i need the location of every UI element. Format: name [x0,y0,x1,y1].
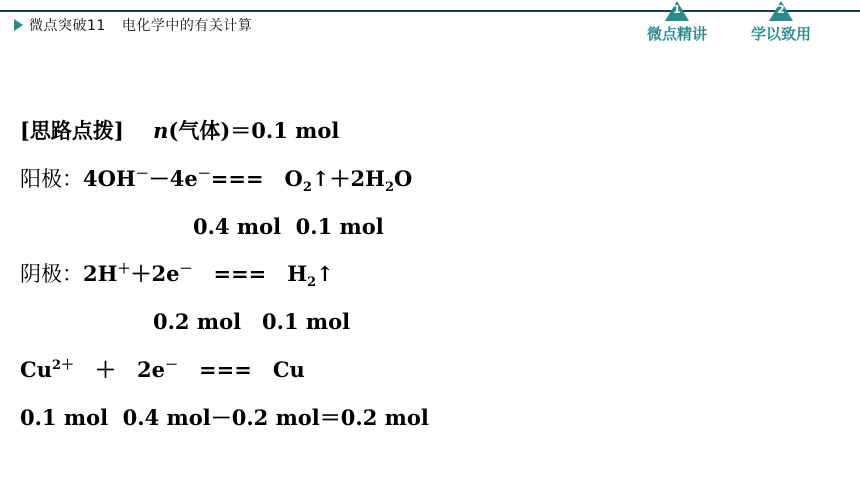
eq-sub: 2 [302,180,312,196]
eq-part: 4OH [83,166,136,191]
nav-item-2[interactable] [751,0,811,44]
breadcrumb [14,14,268,36]
eq-sup: － [165,358,179,373]
eq-part: ↑ [316,261,334,286]
eq-part: === Cu [178,357,305,382]
eq-part: －4e [148,166,198,191]
anode-amounts: 0.4 mol 0.1 mol [193,214,384,239]
final-calculation: 0.1 mol 0.4 mol－0.2 mol＝0.2 mol [20,405,429,430]
cathode-label: 阴极： [20,262,83,286]
eq-part: ↑＋2H [311,166,385,191]
eq-sup: － [197,167,211,182]
badge-number: 2 [777,3,785,16]
eq-part: 2H [83,261,118,286]
eq-sup: － [135,167,149,182]
eq-part: === O [210,166,303,191]
cathode-equation [20,261,334,291]
eq-part: ＋ 2e [74,357,166,382]
play-arrow-icon [14,19,23,31]
nav-label: 学以致用 [751,25,812,43]
section-label: 微点突破11 [29,18,106,34]
eq-sub: 2 [384,180,395,196]
eq-part: O [394,166,413,191]
nav-label: 微点精讲 [647,25,708,43]
hint-line [20,118,339,144]
eq-sup: － [179,262,193,277]
badge-1-icon [662,0,692,22]
nav-item-1[interactable] [647,0,707,44]
eq-sup: 2＋ [51,358,75,373]
anode-equation [20,166,413,196]
eq-part: Cu [20,357,52,382]
hint-expression: (气体)＝0.1 mol [168,118,340,143]
eq-sub: 2 [307,275,317,291]
copper-equation [20,357,305,383]
badge-number: 1 [673,3,681,16]
header-text [29,15,268,35]
section-title: 电化学中的有关计算 [121,18,253,34]
top-bar [0,0,860,46]
eq-sup: ＋ [117,262,131,277]
hint-variable: n [153,118,169,143]
eq-part: === H [192,261,308,286]
eq-part: ＋2e [130,261,180,286]
cathode-amounts: 0.2 mol 0.1 mol [153,309,351,334]
anode-label: 阳极： [20,167,83,191]
hint-label: [思路点拨] [20,118,124,143]
header-rule [0,10,860,12]
badge-2-icon [766,0,796,22]
